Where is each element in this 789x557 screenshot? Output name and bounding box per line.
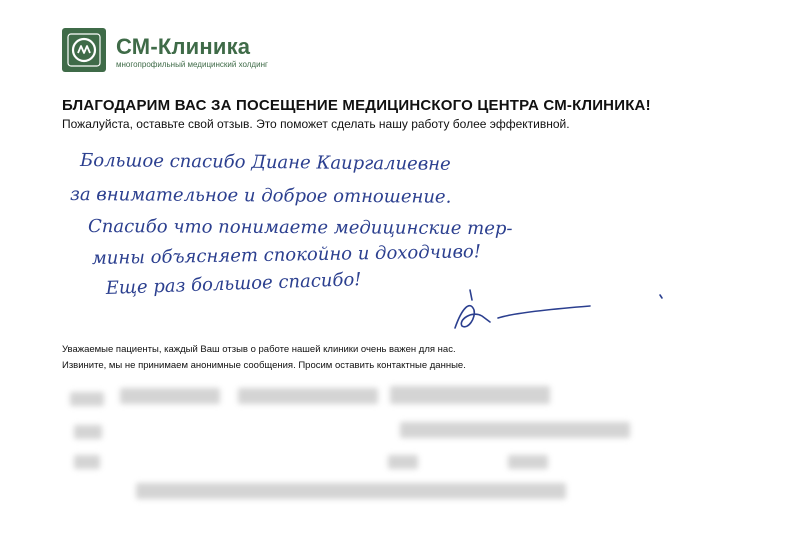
page-subtitle: Пожалуйста, оставьте свой отзыв. Это поможет сделать нашу работу более эффективной. <box>62 117 570 131</box>
redacted-field <box>74 425 102 439</box>
redacted-field <box>74 455 100 469</box>
notice-line-2: Извините, мы не принимаем анонимные сообщения. Просим оставить контактные данные. <box>62 360 466 371</box>
redacted-field <box>390 386 550 404</box>
redacted-field <box>508 455 548 469</box>
redacted-field <box>238 388 378 404</box>
review-line: мины объясняет спокойно и доходчиво! <box>91 241 482 269</box>
brand-name: СМ-Клиника <box>116 34 251 59</box>
review-line: за внимательное и доброе отношение. <box>70 184 452 208</box>
review-line: Большое спасибо Диане Каиргалиевне <box>79 150 451 175</box>
notice-line-1: Уважаемые пациенты, каждый Ваш отзыв о работе нашей клиники очень важен для нас. <box>62 344 456 355</box>
patient-notice <box>62 342 466 374</box>
redacted-field <box>120 388 220 404</box>
clinic-logo <box>62 28 106 72</box>
page-title: БЛАГОДАРИМ ВАС ЗА ПОСЕЩЕНИЕ МЕДИЦИНСКОГО ЦЕНТРА СМ-КЛИНИКА! <box>62 97 651 114</box>
handwritten-review <box>70 140 720 340</box>
redacted-field <box>388 455 418 469</box>
redacted-field <box>136 483 566 499</box>
redacted-field <box>70 392 104 406</box>
brand-tagline: многопрофильный медицинский холдинг <box>116 60 268 69</box>
redacted-field <box>400 422 630 438</box>
signature <box>455 290 662 328</box>
review-line: Еще раз большое спасибо! <box>105 269 362 299</box>
review-line: Спасибо что понимаете медицинские тер- <box>87 216 513 240</box>
cm-clinic-logo-icon <box>66 32 102 68</box>
